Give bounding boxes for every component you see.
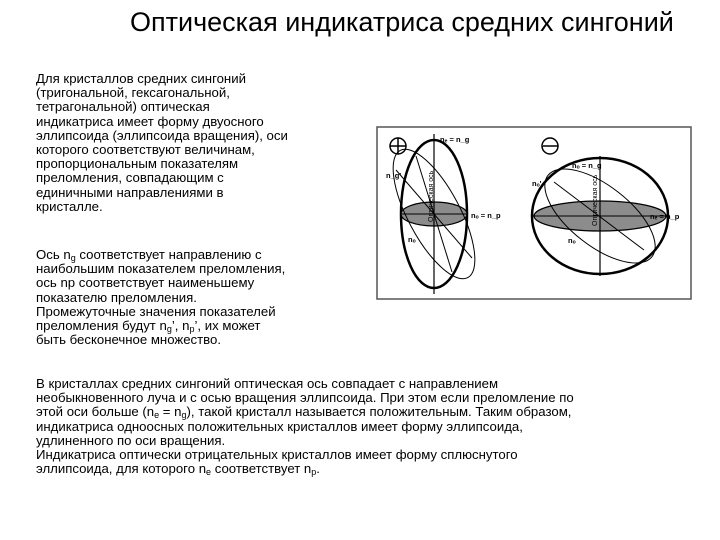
axes-paragraph bbox=[36, 248, 285, 347]
text-line: эллипсоида, для которого $n_e$ соответствует $n_p$. bbox=[36, 461, 320, 478]
text-line: индикатриса одноосных положительных кристаллов имеет форму эллипсоида, bbox=[36, 418, 523, 434]
left-axis-label: Оптическая ось bbox=[428, 170, 435, 222]
text-line: Для кристаллов средних сингоний bbox=[36, 71, 246, 86]
text-line: показателю преломления. bbox=[36, 289, 197, 305]
text-line: необыкновенного луча и с осью вращения эллипсоида. При этом если преломление по bbox=[36, 390, 574, 406]
text-line: единичными направлениями в bbox=[36, 184, 224, 200]
positive-sign: ⊕ bbox=[388, 146, 389, 147]
text-line: Ось $n_g$ соответствует направлению с bbox=[36, 247, 262, 263]
left-top-label: nₑ = n_g bbox=[440, 135, 470, 144]
left-side-label: n_g' bbox=[386, 171, 402, 180]
page-title: Оптическая индикатриса средних сингоний bbox=[130, 7, 674, 37]
text-line: индикатриса имеет форму двуосного bbox=[36, 113, 264, 129]
text-line: эллипсоида (эллипсоида вращения), оси bbox=[36, 127, 288, 143]
intro-paragraph bbox=[36, 72, 288, 214]
text-line: быть бесконечное множество. bbox=[36, 332, 222, 348]
text-line: преломления, совпадающим с bbox=[36, 170, 224, 186]
text-line: кристалле. bbox=[36, 198, 103, 214]
text-line: преломления будут $n_g$’, $n_p$’, их может bbox=[36, 318, 261, 335]
right-bottom-label: nₒ bbox=[568, 236, 576, 245]
text-line: Промежуточные значения показателей bbox=[36, 303, 276, 319]
negative-sign: ⊖ bbox=[542, 146, 543, 147]
right-top-label: nₒ = n_g bbox=[572, 161, 602, 170]
left-bottom-label: nₒ bbox=[408, 235, 416, 244]
text-line: этой оси больше $(n_e = n_g)$, такой кристалл называется положительным. Таким образом, bbox=[36, 404, 572, 421]
indicatrix-figure bbox=[376, 126, 692, 300]
right-eq-label: nₑ = n_p bbox=[650, 212, 680, 221]
text-line: удлиненного по оси вращения. bbox=[36, 432, 226, 448]
right-axis-label: Оптическая ось bbox=[592, 174, 599, 226]
text-line: тетрагональной) оптическая bbox=[36, 99, 210, 115]
text-line: (тригональной, гексагональной, bbox=[36, 85, 230, 101]
text-line: пропорциональным показателям bbox=[36, 156, 239, 172]
text-line: которого соответствуют величинам, bbox=[36, 142, 255, 158]
text-line: наибольшим показателем преломления, bbox=[36, 261, 286, 277]
text-line: ось np соответствует наименьшему bbox=[36, 275, 255, 291]
left-eq-label: nₒ = n_p bbox=[471, 211, 501, 220]
right-side-label: nₒ' bbox=[532, 179, 542, 188]
text-line: Индикатриса оптически отрицательных кристаллов имеет форму сплюснутого bbox=[36, 447, 518, 463]
conclusion-paragraph bbox=[36, 377, 574, 476]
text-line: В кристаллах средних сингоний оптическая ось совпадает с направлением bbox=[36, 376, 499, 391]
